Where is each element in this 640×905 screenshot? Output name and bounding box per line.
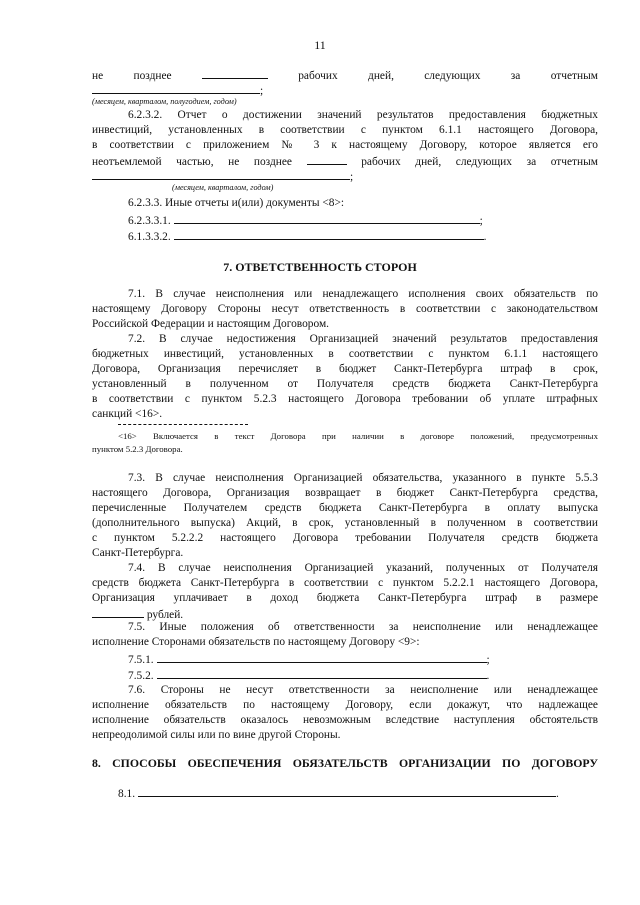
hint-period: (месяцем, кварталом, годом) xyxy=(172,183,274,192)
para-71-line: настоящему Договору Стороны несут ответственность в соответствии с законодательством xyxy=(92,303,598,315)
blank-field xyxy=(92,168,350,180)
para-73-line: настоящего Договора, Организация возвращает в бюджет Санкт-Петербурга средства, xyxy=(92,487,598,499)
para-72-line: установленный в полученном от Получателя средств бюджета Санкт-Петербурга xyxy=(92,378,598,390)
para-71-line: Российской Федерации и настоящим Договором. xyxy=(92,318,330,330)
para-74-line: Организация уплачивает в доход бюджета Санкт-Петербурга штраф в размере xyxy=(92,592,598,604)
para-75-line: исполнение Сторонами обязательств по настоящему Договору <9>: xyxy=(92,636,420,648)
item-61332: 6.1.3.3.2. . xyxy=(128,228,598,244)
para-76-line: 7.6. Стороны не несут ответственности за неисполнение или ненадлежащее xyxy=(128,684,598,696)
blank-field xyxy=(174,212,480,224)
para-72-line: 7.2. В случае недостижения Организацией значений результатов предоставления xyxy=(128,333,598,345)
blank-field xyxy=(157,667,487,679)
para-72-line: в соответствии с пунктом 5.2.3 настоящего Договора требовании об уплате штрафных xyxy=(92,393,598,405)
para-73-line: с пунктом 5.2.2.2 настоящего Договора требовании Получателя средств бюджета xyxy=(92,532,598,544)
para-6232-line: неотъемлемой частью, не позднее рабочих дней, следующих за отчетным xyxy=(92,153,598,169)
blank-field xyxy=(202,67,268,79)
blank-field xyxy=(174,228,484,240)
blank-field xyxy=(92,82,260,94)
para-73-line: перечисленные Получателем средств бюджета Санкт-Петербурга в оплату выпуска xyxy=(92,502,598,514)
para-72-line: санкций <16>. xyxy=(92,408,163,420)
para-76-line: исполнение обязательств по настоящему Договору, если докажут, что надлежащее xyxy=(92,699,598,711)
item-752: 7.5.2. . xyxy=(128,667,598,683)
line-period-blank: ; xyxy=(92,168,598,184)
section-7-title: 7. ОТВЕТСТВЕННОСТЬ СТОРОН xyxy=(223,260,417,274)
page-number: 11 xyxy=(314,38,326,52)
blank-field xyxy=(92,606,144,618)
para-73-line: (дополнительного выпуска) Акций, в срок, установленный в полученном в соответствии xyxy=(92,517,598,529)
item-81: 8.1. . xyxy=(118,785,598,801)
line-period-blank: ; xyxy=(92,82,598,98)
para-6232-line: 6.2.3.2. Отчет о достижении значений результатов предоставления бюджетных xyxy=(128,109,598,121)
para-71-line: 7.1. В случае неисполнения или ненадлежащего исполнения своих обязательств по xyxy=(128,288,598,300)
para-76-line: исполнение обязательств оказалось невозможным вследствие наступления обстоятельств xyxy=(92,714,598,726)
footnote-separator xyxy=(118,424,248,425)
para-74-line: 7.4. В случае неисполнения Организацией указаний, полученных от Получателя xyxy=(128,562,598,574)
footnote-16-line: <16> Включается в текст Договора при наличии в договоре положений, предусмотренных xyxy=(118,431,598,441)
para-72-line: Договора, Организация перечисляет в бюджет Санкт-Петербурга штраф в срок, xyxy=(92,363,598,375)
item-751: 7.5.1. ; xyxy=(128,651,598,667)
para-6232-line: в соответствии с приложением № 3 к настоящему Договору, которое является его xyxy=(92,139,598,151)
para-74-line: рублей. xyxy=(92,606,598,622)
para-75-line: 7.5. Иные положения об ответственности за неисполнение или ненадлежащее xyxy=(128,621,598,633)
para-72-line: бюджетных инвестиций, установленных в соответствии с пунктом 6.1.1 настоящего xyxy=(92,348,598,360)
para-73-line: Санкт-Петербурга. xyxy=(92,547,184,559)
para-73-line: 7.3. В случае неисполнения Организацией обязательства, указанного в пункте 5.5.3 xyxy=(128,472,598,484)
line-deadline: не позднее рабочих дней, следующих за отчетным xyxy=(92,67,598,83)
hint-period: (месяцем, кварталом, полугодием, годом) xyxy=(92,97,237,106)
blank-field xyxy=(157,651,487,663)
section-8-title: 8. СПОСОБЫ ОБЕСПЕЧЕНИЯ ОБЯЗАТЕЛЬСТВ ОРГАНИЗАЦИИ ПО ДОГОВОРУ xyxy=(92,756,598,770)
footnote-16-line: пунктом 5.2.3 Договора. xyxy=(92,444,183,454)
blank-field xyxy=(307,153,347,165)
para-6232-line: инвестиций, установленных в соответствии с пунктом 6.1.1 настоящего Договора, xyxy=(92,124,598,136)
para-74-line: средств бюджета Санкт-Петербурга в соответствии с пунктом 5.2.2.1 настоящего Договора, xyxy=(92,577,598,589)
para-6233: 6.2.3.3. Иные отчеты и(или) документы <8>: xyxy=(128,197,345,209)
blank-field xyxy=(138,785,556,797)
item-62331: 6.2.3.3.1. ; xyxy=(128,212,598,228)
para-76-line: непреодолимой силы или по вине другой Стороны. xyxy=(92,729,341,741)
